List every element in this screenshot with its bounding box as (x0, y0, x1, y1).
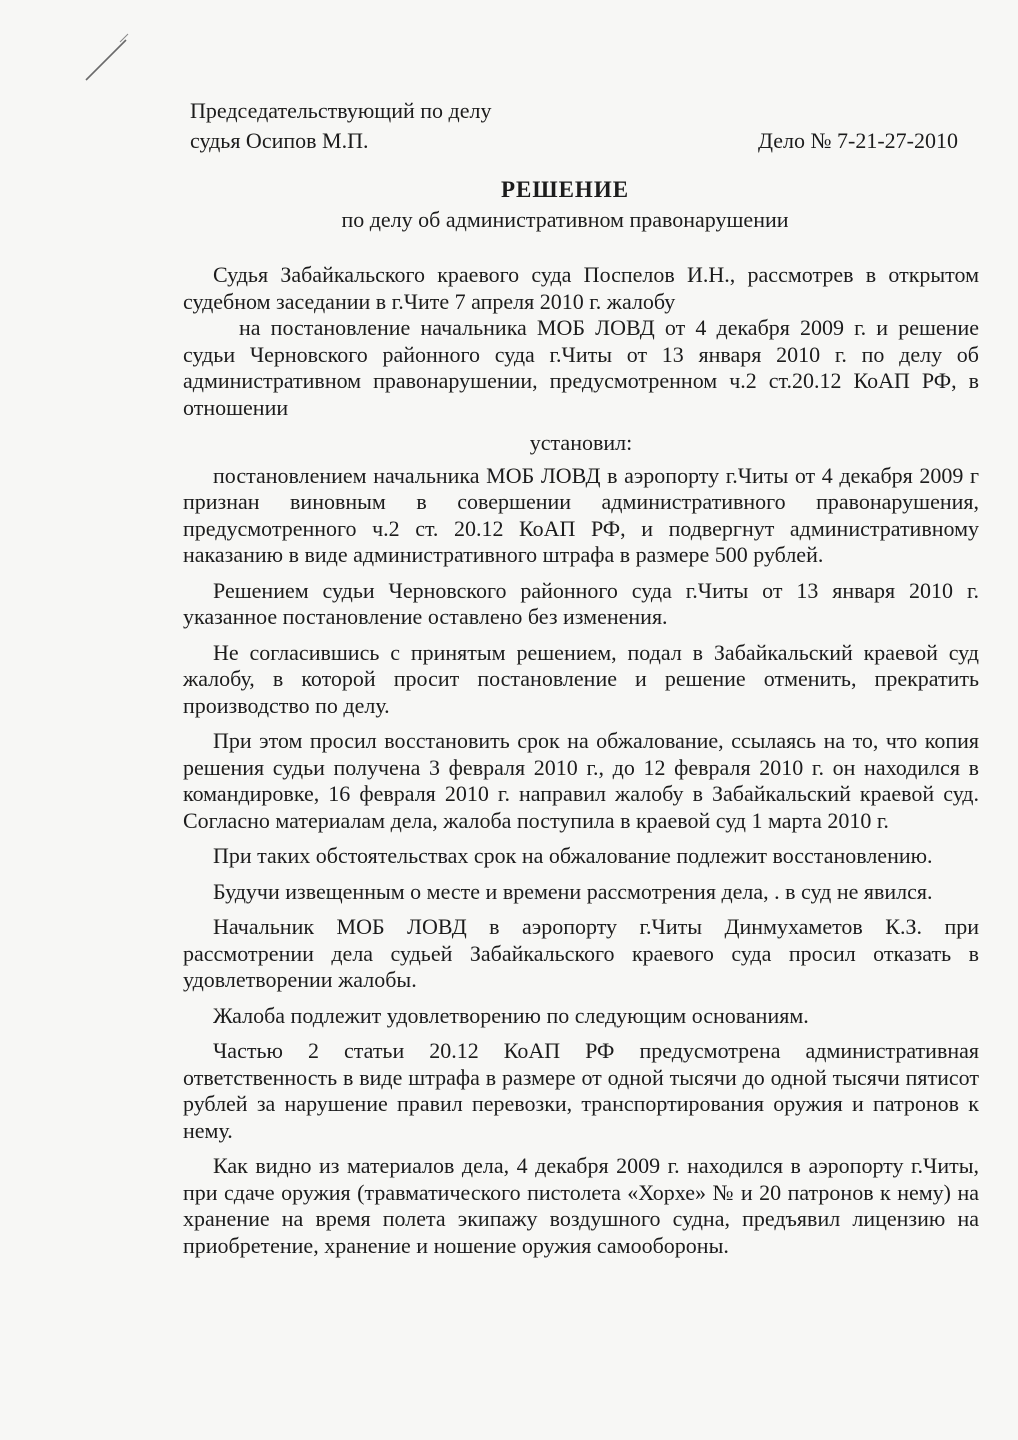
pen-stroke-mark (80, 28, 140, 88)
paragraph-6: Будучи извещенным о месте и времени рассмотрения дела, . в суд не явился. (213, 878, 933, 904)
paragraph-1: постановлением начальника МОБ ЛОВД в аэропорту г.Читы от 4 декабря 2009 г признан виновным в совершении административного правонарушения, предусмотренного ч.2 ст. 20.12 КоАП РФ, и подвергнут административному наказанию в виде административного штрафа в размере 500 рублей. (183, 462, 979, 567)
presiding-judge-block (190, 96, 492, 156)
established-heading: установил: (529, 430, 633, 455)
document-title: РЕШЕНИЕ (500, 177, 630, 202)
paragraph-3: Не согласившись с принятым решением, подал в Забайкальский краевой суд жалобу, в которой просит постановление и решение отменить, прекратить производство по делу. (183, 639, 979, 718)
paragraph-8: Жалоба подлежит удовлетворению по следующим основаниям. (213, 1002, 809, 1028)
document-subtitle: по делу об административном правонарушении (341, 207, 789, 232)
paragraph-5: При таких обстоятельствах срок на обжалование подлежит восстановлению. (213, 843, 933, 868)
presiding-line-2: судья Осипов М.П. (190, 128, 369, 153)
paragraph-7: Начальник МОБ ЛОВД в аэропорту г.Читы Динмухаметов К.З. при рассмотрении дела судьей Забайкальского краевого суда просил отказать в удовлетворении жалобы. (183, 914, 979, 992)
paragraph-2: Решением судьи Черновского районного суда г.Читы от 13 января 2010 г. указанное постановление оставлено без изменения. (183, 577, 979, 629)
presiding-line-1: Председательствующий по делу (190, 98, 492, 123)
intro-paragraph-2: на постановление начальника МОБ ЛОВД от 4 декабря 2009 г. и решение судьи Черновского районного суда г.Читы от 13 января 2010 г. по делу об административном правонарушении, предусмотренном ч.2 ст.20.12 КоАП РФ, в отношении (183, 315, 979, 420)
paragraph-9: Частью 2 статьи 20.12 КоАП РФ предусмотрена административная ответственность в виде штрафа в размере от одной тысячи до одной тысячи пятисот рублей за нарушение правил перевозки, транспортирования оружия и патронов к нему. (183, 1038, 979, 1143)
paragraph-4: При этом просил восстановить срок на обжалование, ссылаясь на то, что копия решения судьи получена 3 февраля 2010 г., до 12 февраля 2010 г. он находился в командировке, 16 февраля 2010 г. направил жалобу в Забайкальский краевой суд. Согласно материалам дела, жалоба поступила в краевой суд 1 марта 2010 г. (183, 728, 979, 833)
paragraph-10: Как видно из материалов дела, 4 декабря 2009 г. находился в аэропорту г.Читы, при сдаче оружия (травматического пистолета «Хорхе» № и 20 патронов к нему) на хранение на время полета экипажу воздушного судна, предъявил лицензию на приобретение, хранение и ношение оружия самообороны. (183, 1153, 979, 1258)
intro-paragraph-1: Судья Забайкальского краевого суда Поспелов И.Н., рассмотрев в открытом судебном заседании в г.Чите 7 апреля 2010 г. жалобу (183, 262, 979, 314)
document-body (183, 262, 979, 1268)
case-number: Дело № 7-21-27-2010 (758, 128, 958, 153)
